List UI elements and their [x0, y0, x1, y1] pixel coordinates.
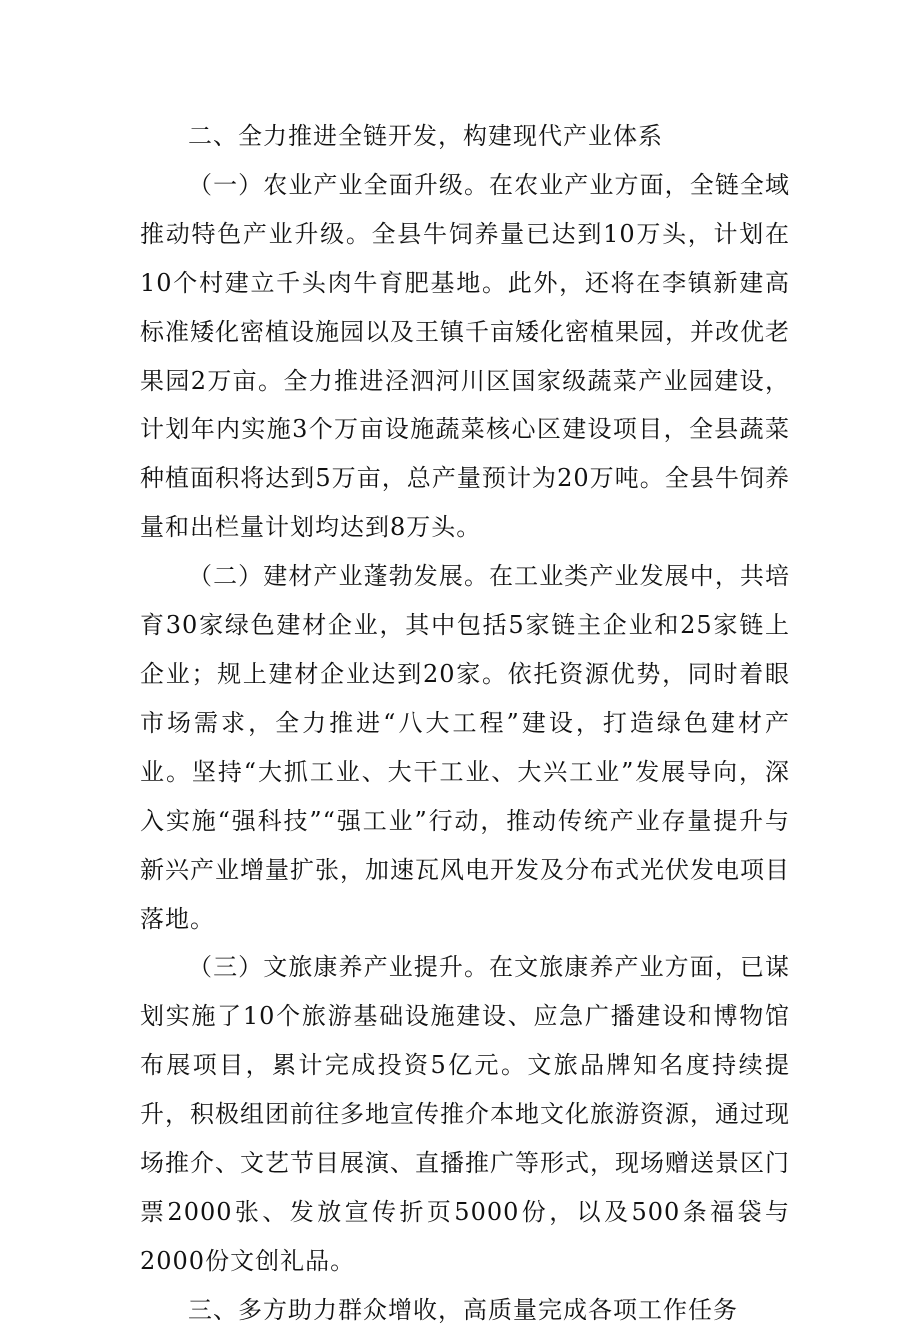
document-body: [140, 112, 790, 1335]
paragraph-agriculture: （一）农业产业全面升级。在农业产业方面，全链全域推动特色产业升级。全县牛饲养量已达到10万头，计划在10个村建立千头肉牛育肥基地。此外，还将在李镇新建高标准矮化密植设施园以及王镇千亩矮化密植果园，并改优老果园2万亩。全力推进泾泗河川区国家级蔬菜产业园建设，计划年内实施3个万亩设施蔬菜核心区建设项目，全县蔬菜种植面积将达到5万亩，总产量预计为20万吨。全县牛饲养量和出栏量计划均达到8万头。: [140, 170, 790, 542]
paragraph-building-materials: （二）建材产业蓬勃发展。在工业类产业发展中，共培育30家绿色建材企业，其中包括5家链主企业和25家链上企业；规上建材企业达到20家。依托资源优势，同时着眼市场需求，全力推进“八大工程”建设，打造绿色建材产业。坚持“大抓工业、大干工业、大兴工业”发展导向，深入实施“强科技”“强工业”行动，推动传统产业存量提升与新兴产业增量扩张，加速瓦风电开发及分布式光伏发电项目落地。: [140, 562, 790, 933]
paragraph-culture-tourism: （三）文旅康养产业提升。在文旅康养产业方面，已谋划实施了10个旅游基础设施建设、应急广播建设和博物馆布展项目，累计完成投资5亿元。文旅品牌知名度持续提升，积极组团前往多地宣传推介本地文化旅游资源，通过现场推介、文艺节目展演、直播推广等形式，现场赠送景区门票2000张、发放宣传折页5000份，以及500条福袋与2000份文创礼品。: [140, 953, 790, 1275]
section-heading-2: 二、全力推进全链开发，构建现代产业体系: [188, 122, 663, 150]
section-heading-3: 三、多方助力群众增收，高质量完成各项工作任务: [188, 1295, 738, 1324]
